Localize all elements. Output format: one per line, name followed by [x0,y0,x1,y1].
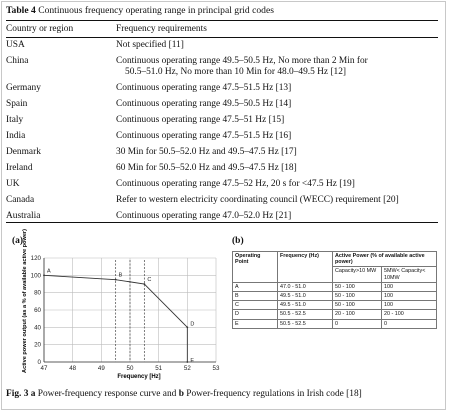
country-cell: China [6,56,29,66]
requirement-line: 60 Min for 50.5–52.0 Hz and 49.5–47.5 Hz [18] [116,163,297,173]
operating-point-cell: C [233,301,278,310]
data-point [143,283,145,285]
capacity-5-to-10mw-cell: 0 [382,319,437,328]
capacity-over-10mw-cell: 50 - 100 [333,282,382,291]
y-tick-label: 40 [34,324,41,332]
capacity-over-10mw-cell: 20 - 100 [333,310,382,319]
data-point [43,274,45,276]
capacity-5-to-10mw-cell: 100 [382,301,437,310]
column-header-requirements: Frequency requirements [116,24,207,34]
table-row [233,301,437,310]
requirement-line: Not specified [11] [116,40,184,50]
frequency-cell: 47.0 - 51.0 [278,282,333,291]
y-tick-label: 60 [34,307,41,314]
table-row [233,319,437,328]
country-cell: Canada [6,195,35,205]
frequency-cell: 49.5 - 51.0 [278,301,333,310]
x-tick-label: 50 [126,365,134,372]
header-frequency: Frequency (Hz) [278,252,333,283]
figure-caption-a: a [30,389,36,399]
requirement-line: 50.5–51.0 Hz, No more than 10 Min for 48.0–49.5 Hz [12] [125,67,347,77]
column-header-country: Country or region [6,24,74,34]
y-tick-label: 100 [30,272,41,280]
x-tick-label: 53 [212,365,220,372]
point-label: C [147,277,152,283]
header-capacity-over-10mw: Capacity>10 MW [333,267,382,282]
panel-a-label: (a) [12,236,24,246]
point-label: E [190,358,195,364]
requirement-line: Continuous operating range 47.5–51.5 Hz [13] [116,83,292,93]
requirement-line: Continuous operating range 49.5–50.5 Hz, No more than 2 Min for [116,56,368,66]
country-cell: USA [6,40,25,50]
figure-caption-b: b [178,389,184,399]
country-cell: India [6,131,26,141]
point-label: A [47,268,51,275]
header-operating-point: Operating Point [233,252,278,283]
operating-point-cell: E [233,319,278,328]
table-row [233,282,437,291]
country-cell: UK [6,179,20,189]
table-row [233,310,437,319]
figure-caption-label: Fig. 3 [6,389,29,399]
x-tick-label: 47 [40,365,48,372]
table-row [233,292,437,301]
table-caption-text: Continuous frequency operating range in principal grid codes [38,5,274,16]
country-cell: Germany [6,83,41,93]
y-tick-label: 80 [34,289,41,297]
capacity-over-10mw-cell: 50 - 100 [333,301,382,310]
table-caption-label: Table 4 [6,5,36,16]
point-label: B [118,272,123,279]
x-axis-label: Frequency [Hz] [117,374,161,380]
y-tick-label: 20 [34,341,41,349]
figure-caption-text-2: Power-frequency regulations in Irish code [18] [186,389,362,399]
operating-point-cell: D [233,310,278,319]
capacity-over-10mw-cell: 50 - 100 [333,292,382,301]
requirement-line: 30 Min for 50.5–52.0 Hz and 49.5–47.5 Hz [17] [116,147,297,157]
country-cell: Spain [6,99,28,109]
x-tick-label: 48 [69,365,77,372]
header-active-power: Active Power (% of available active power) [333,252,437,267]
data-point [186,326,188,328]
x-tick-label: 52 [183,365,191,372]
requirement-line: Continuous operating range 49.5–50.5 Hz [14] [116,99,292,109]
point-label: D [190,321,195,328]
capacity-5-to-10mw-cell: 100 [382,292,437,301]
capacity-5-to-10mw-cell: 100 [382,282,437,291]
country-cell: Italy [6,115,24,125]
data-point [115,279,117,281]
y-tick-label: 120 [30,255,41,262]
x-tick-label: 51 [155,365,163,372]
frequency-cell: 49.5 - 51.0 [278,292,333,301]
panel-b-label: (b) [232,236,244,246]
requirement-line: Continuous operating range 47.5–51.5 Hz [16] [116,131,292,141]
header-capacity-5-to-10mw: 5MW< Capacity< 10MW [382,267,437,282]
figure-caption [6,389,362,399]
country-cell: Ireland [6,163,33,173]
x-tick-label: 49 [97,365,105,372]
requirement-line: Continuous operating range 47.5–51 Hz [15] [116,115,285,125]
frequency-cell: 50.5 - 52.5 [278,310,333,319]
chart-axes [31,255,220,372]
capacity-over-10mw-cell: 0 [333,319,382,328]
country-cell: Australia [6,211,41,221]
operating-point-cell: A [233,282,278,291]
capacity-5-to-10mw-cell: 20 - 100 [382,310,437,319]
irish-code-table [232,251,437,329]
requirement-line: Continuous operating range 47.5–52 Hz, 20 s for <47.5 Hz [19] [116,179,355,189]
operating-point-cell: B [233,292,278,301]
requirement-line: Continuous operating range 47.0–52.0 Hz [21] [116,211,292,221]
requirement-line: Refer to western electricity coordinating council (WECC) requirement [20] [116,195,399,205]
data-point [186,361,188,363]
frequency-cell: 50.5 - 52.5 [278,319,333,328]
y-axis-label: Active power output (as a % of available active power) [22,229,28,373]
figure-caption-text-1: Power-frequency response curve and [37,389,177,399]
country-cell: Denmark [6,147,41,157]
y-tick-label: 0 [37,359,41,366]
